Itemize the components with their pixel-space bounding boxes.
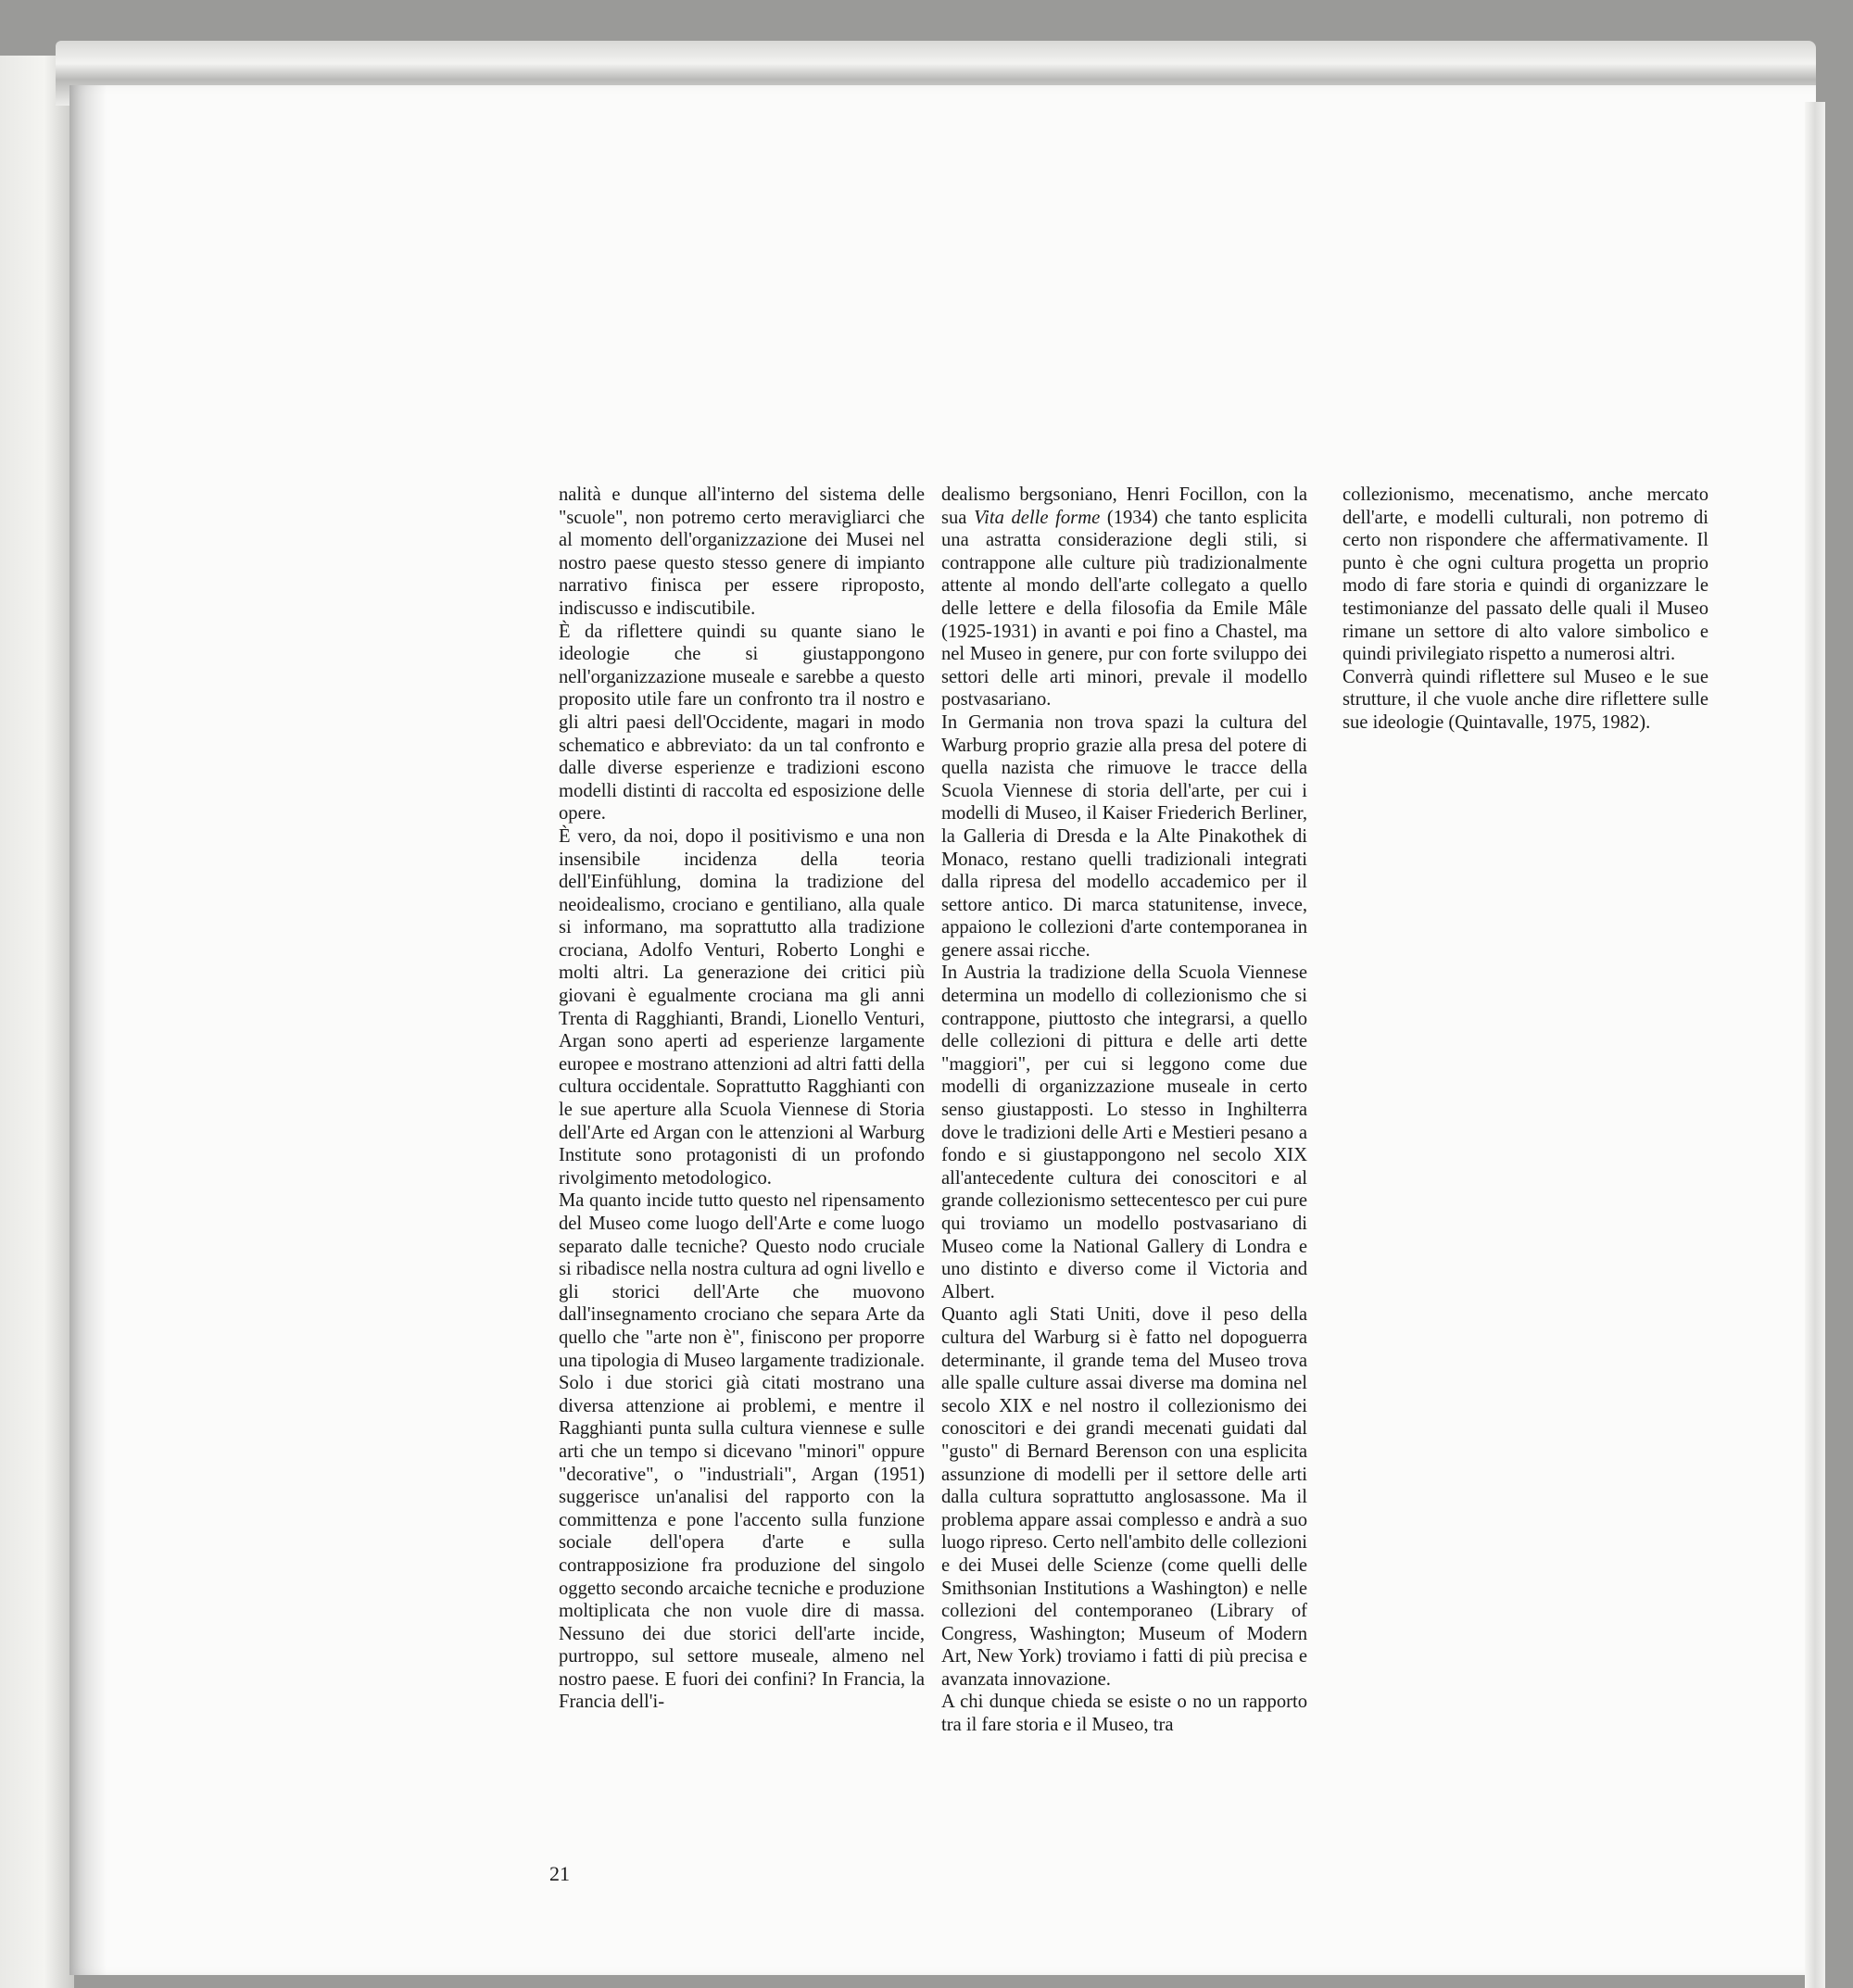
gutter-shadow [69, 85, 107, 1975]
text-column-1 [559, 484, 925, 1714]
paragraph: Quanto agli Stati Uniti, dove il peso della cultura del Warburg si è fatto nel dopoguerra determinante, il grande tema del Museo trova alle spalle culture assai diverse ma domina nel secolo XIX e nel nostro il collezionismo dei conoscitori e dei grandi mecenati guidati dal "gusto" di Bernard Berenson con una esplicita assunzione di modelli per il settore delle arti dalla cultura soprattutto anglosassone. Ma il problema appare assai complesso e andrà a suo luogo ripreso. Certo nell'ambito delle collezioni e dei Musei delle Scienze (come quelli delle Smithsonian Institutions a Washington) e nelle collezioni del contemporaneo (Library of Congress, Washington; Museum of Modern Art, New York) troviamo i fatti di più precisa e avanzata innovazione. [941, 1304, 1307, 1690]
paragraph: dealismo bergsoniano, Henri Focillon, con la sua Vita delle forme (1934) che tanto esplicita una astratta considerazione degli stili, si contrappone alle culture più tradizionalmente attente al mondo dell'arte collegato a quello delle lettere e della filosofia da Emile Mâle (1925-1931) in avanti e poi fino a Chastel, ma nel Museo in genere, pur con forte sviluppo dei settori delle arti minori, prevale il modello postvasariano. [941, 484, 1308, 711]
paragraph: nalità e dunque all'interno del sistema delle "scuole", non potremo certo meravigliarci che al momento dell'organizzazione dei Musei nel nostro paese questo stesso genere di impianto narrativo finisca per essere riproposto, indiscusso e indiscutibile. [559, 484, 925, 619]
left-page-edge [0, 56, 74, 1988]
paragraph: In Germania non trova spazi la cultura del Warburg proprio grazie alla presa del potere di quella nazista che rimuove le tracce della Scuola Viennese di storia dell'arte, per cui i modelli di Museo, il Kaiser Friederich Berliner, la Galleria di Dresda e la Alte Pinakothek di Monaco, restano quelli tradizionali integrati dalla ripresa del modello accademico per il settore antico. Di marca statunitense, invece, appaiono le collezioni d'arte contemporanea in genere assai ricche. [941, 711, 1307, 961]
paragraph: È da riflettere quindi su quante siano le ideologie che si giustappongono nell'organizzazione museale e sarebbe a questo proposito utile fare un confronto tra il nostro e gli altri paesi dell'Occidente, magari in modo schematico e abbreviato: da un tal confronto e dalle diverse esperienze e tradizioni escono modelli distinti di raccolta ed esposizione delle opere. [559, 621, 925, 824]
right-page-edge [1805, 102, 1825, 1988]
paragraph: Ma quanto incide tutto questo nel ripensamento del Museo come luogo dell'Arte e come luogo separato dalle tecniche? Questo nodo cruciale si ribadisce nella nostra cultura ad ogni livello e gli storici dell'Arte che muovono dall'insegnamento crociano che separa Arte da quello che "arte non è", finiscono per proporre una tipologia di Museo largamente tradizionale. Solo i due storici già citati mostrano una diversa attenzione ai problemi, e mentre il Ragghianti punta sulla cultura viennese e sulle arti che un tempo si dicevano "minori" oppure "decorative", o "industriali", Argan (1951) suggerisce un'analisi del rapporto con la committenza e pone l'accento sulla funzione sociale dell'opera d'arte e sulla contrapposizione fra produzione del singolo oggetto secondo arcaiche tecniche e produzione moltiplicata che non vuole dire di massa. Nessuno dei due storici dell'arte incide, purtroppo, sul settore museale, almeno nel nostro paese. E fuori dei confini? In Francia, la Francia dell'i- [559, 1190, 925, 1713]
paragraph: A chi dunque chieda se esiste o no un rapporto tra il fare storia e il Museo, tra [941, 1692, 1307, 1736]
paragraph: collezionismo, mecenatismo, anche mercato dell'arte, e modelli culturali, non potremo di certo non rispondere che affermativamente. Il punto è che ogni cultura progetta un proprio modo di fare storia e quindi di organizzare le testimonianze del passato delle quali il Museo rimane un settore di alto valore simbolico e quindi privilegiato rispetto a numerosi altri. [1342, 484, 1708, 665]
paragraph: È vero, da noi, dopo il positivismo e una non insensibile incidenza della teoria dell'Einfühlung, domina la tradizione del neoidealismo, crociano e gentiliano, alla quale si informano, ma soprattutto alla tradizione crociana, Adolfo Venturi, Roberto Longhi e molti altri. La generazione dei critici più giovani è egualmente crociana ma gli anni Trenta di Ragghianti, Brandi, Lionello Venturi, Argan sono aperti ad esperienze largamente europee e mostrano attenzioni ad altri fatti della cultura occidentale. Soprattutto Ragghianti con le sue aperture alla Scuola Viennese di Storia dell'Arte ed Argan con le attenzioni al Warburg Institute sono protagonisti di un profondo rivolgimento metodologico. [559, 825, 925, 1189]
page-number: 21 [549, 1862, 570, 1885]
text-column-3 [1342, 484, 1708, 735]
paragraph: In Austria la tradizione della Scuola Viennese determina un modello di collezionismo che si contrappone, piuttosto che integrarsi, a quello delle collezioni di pittura e delle arti dette "maggiori", per cui si leggono come due modelli di organizzazione museale in certo senso giustapposti. Lo stesso in Inghilterra dove le tradizioni delle Arti e Mestieri pesano a fondo e si giustappongono nel secolo XIX all'antecedente cultura dei conoscitori e al grande collezionismo settecentesco per cui pure qui troviamo un modello postvasariano di Museo come la National Gallery di Londra e uno distinto e diverso come il Victoria and Albert. [941, 963, 1307, 1302]
text-column-2 [941, 484, 1307, 1737]
book-title-italic: Vita delle forme [974, 507, 1101, 528]
paragraph: Converrà quindi riflettere sul Museo e le sue strutture, il che vuole anche dire riflettere sulle sue ideologie (Quintavalle, 1975, 1982). [1342, 666, 1708, 733]
